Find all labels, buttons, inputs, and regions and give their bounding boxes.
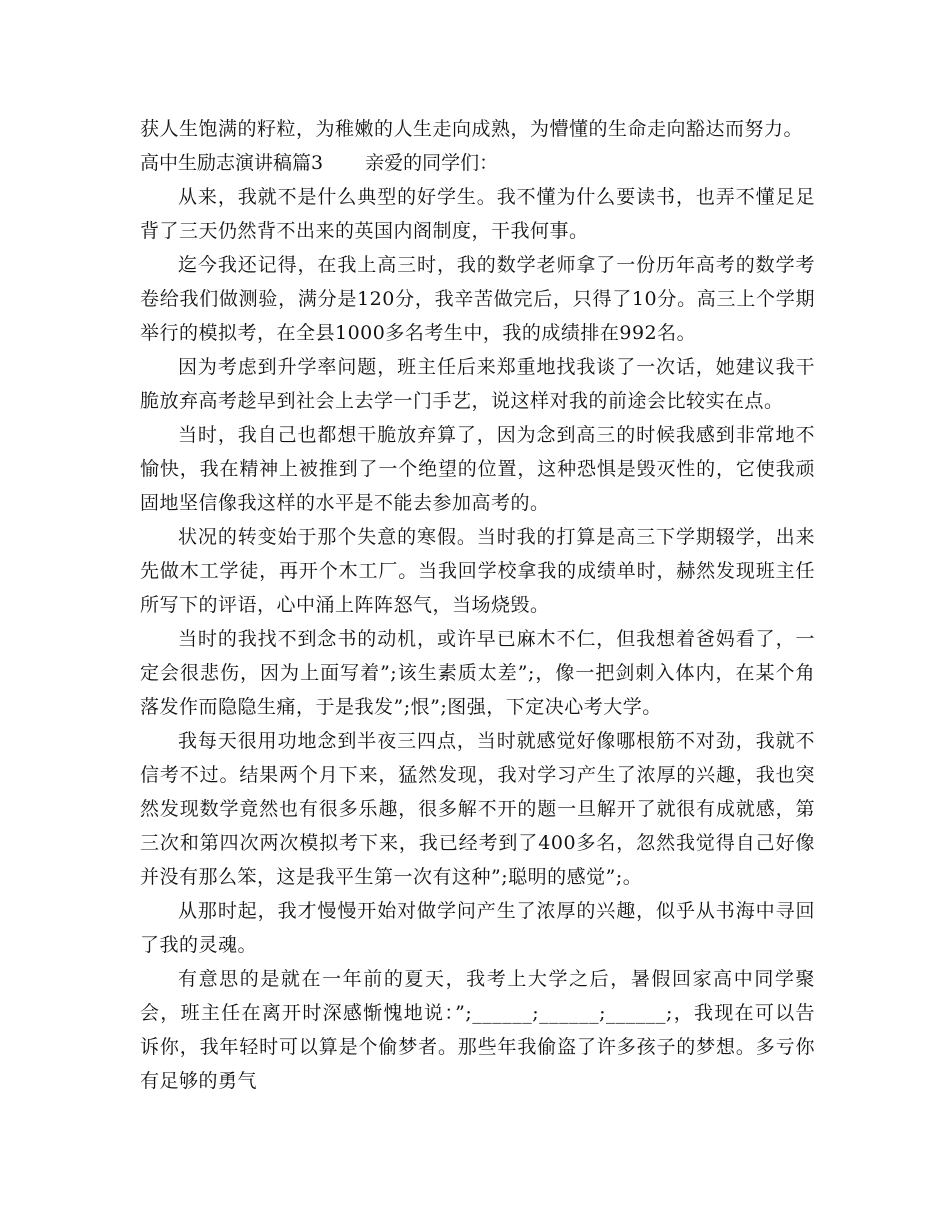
paragraph: 因为考虑到升学率问题，班主任后来郑重地找我谈了一次话，她建议我干脆放弃高考趁早到社会上去学一门手艺，说这样对我的前途会比较实在点。	[140, 356, 815, 412]
paragraph: 从来，我就不是什么典型的好学生。我不懂为什么要读书，也弄不懂足足背了三天仍然背不出来的英国内阁制度，干我何事。	[140, 186, 815, 242]
continued-paragraph: 获人生饱满的籽粒，为稚嫩的人生走向成熟，为懵懂的生命走向豁达而努力。	[140, 118, 804, 140]
paragraph: 迄今我还记得，在我上高三时，我的数学老师拿了一份历年高考的数学考卷给我们做测验，满分是120分，我辛苦做完后，只得了10分。高三上个学期举行的模拟考，在全县1000多名考生中，我的成绩排在992名。	[140, 254, 815, 344]
paragraph: 从那时起，我才慢慢开始对做学问产生了浓厚的兴趣，似乎从书海中寻回了我的灵魂。	[140, 900, 815, 956]
paragraph: 当时，我自己也都想干脆放弃算了，因为念到高三的时候我感到非常地不愉快，我在精神上被推到了一个绝望的位置，这种恐惧是毁灭性的，它使我顽固地坚信像我这样的水平是不能去参加高考的。	[140, 424, 815, 514]
paragraph: 当时的我找不到念书的动机，或许早已麻木不仁，但我想着爸妈看了，一定会很悲伤，因为上面写着”;该生素质太差”;，像一把剑刺入体内，在某个角落发作而隐隐生痛，于是我发”;恨”;图强，下定决心考大学。	[140, 628, 815, 718]
paragraph: 我每天很用功地念到半夜三四点，当时就感觉好像哪根筋不对劲，我就不信考不过。结果两个月下来，猛然发现，我对学习产生了浓厚的兴趣，我也突然发现数学竟然也有很多乐趣，很多解不开的题一旦解开了就很有成就感，第三次和第四次两次模拟考下来，我已经考到了400多名，忽然我觉得自己好像并没有那么笨，这是我平生第一次有这种”;聪明的感觉”;。	[140, 730, 815, 888]
document-body	[140, 112, 815, 1098]
section-heading	[140, 146, 815, 180]
greeting: 亲爱的同学们：	[365, 152, 499, 174]
paragraph: 状况的转变始于那个失意的寒假。当时我的打算是高三下学期辍学，出来先做木工学徒，再开个木工厂。当我回学校拿我的成绩单时，赫然发现班主任所写下的评语，心中涌上阵阵怒气，当场烧毁。	[140, 526, 815, 616]
section-title: 高中生励志演讲稿篇3	[140, 152, 324, 174]
paragraph: 有意思的是就在一年前的夏天，我考上大学之后，暑假回家高中同学聚会，班主任在离开时深感惭愧地说：”;______;______;______;，我现在可以告诉你，我年轻时可以算是个偷梦者。那些年我偷盗了许多孩子的梦想。多亏你有足够的勇气	[140, 968, 815, 1092]
